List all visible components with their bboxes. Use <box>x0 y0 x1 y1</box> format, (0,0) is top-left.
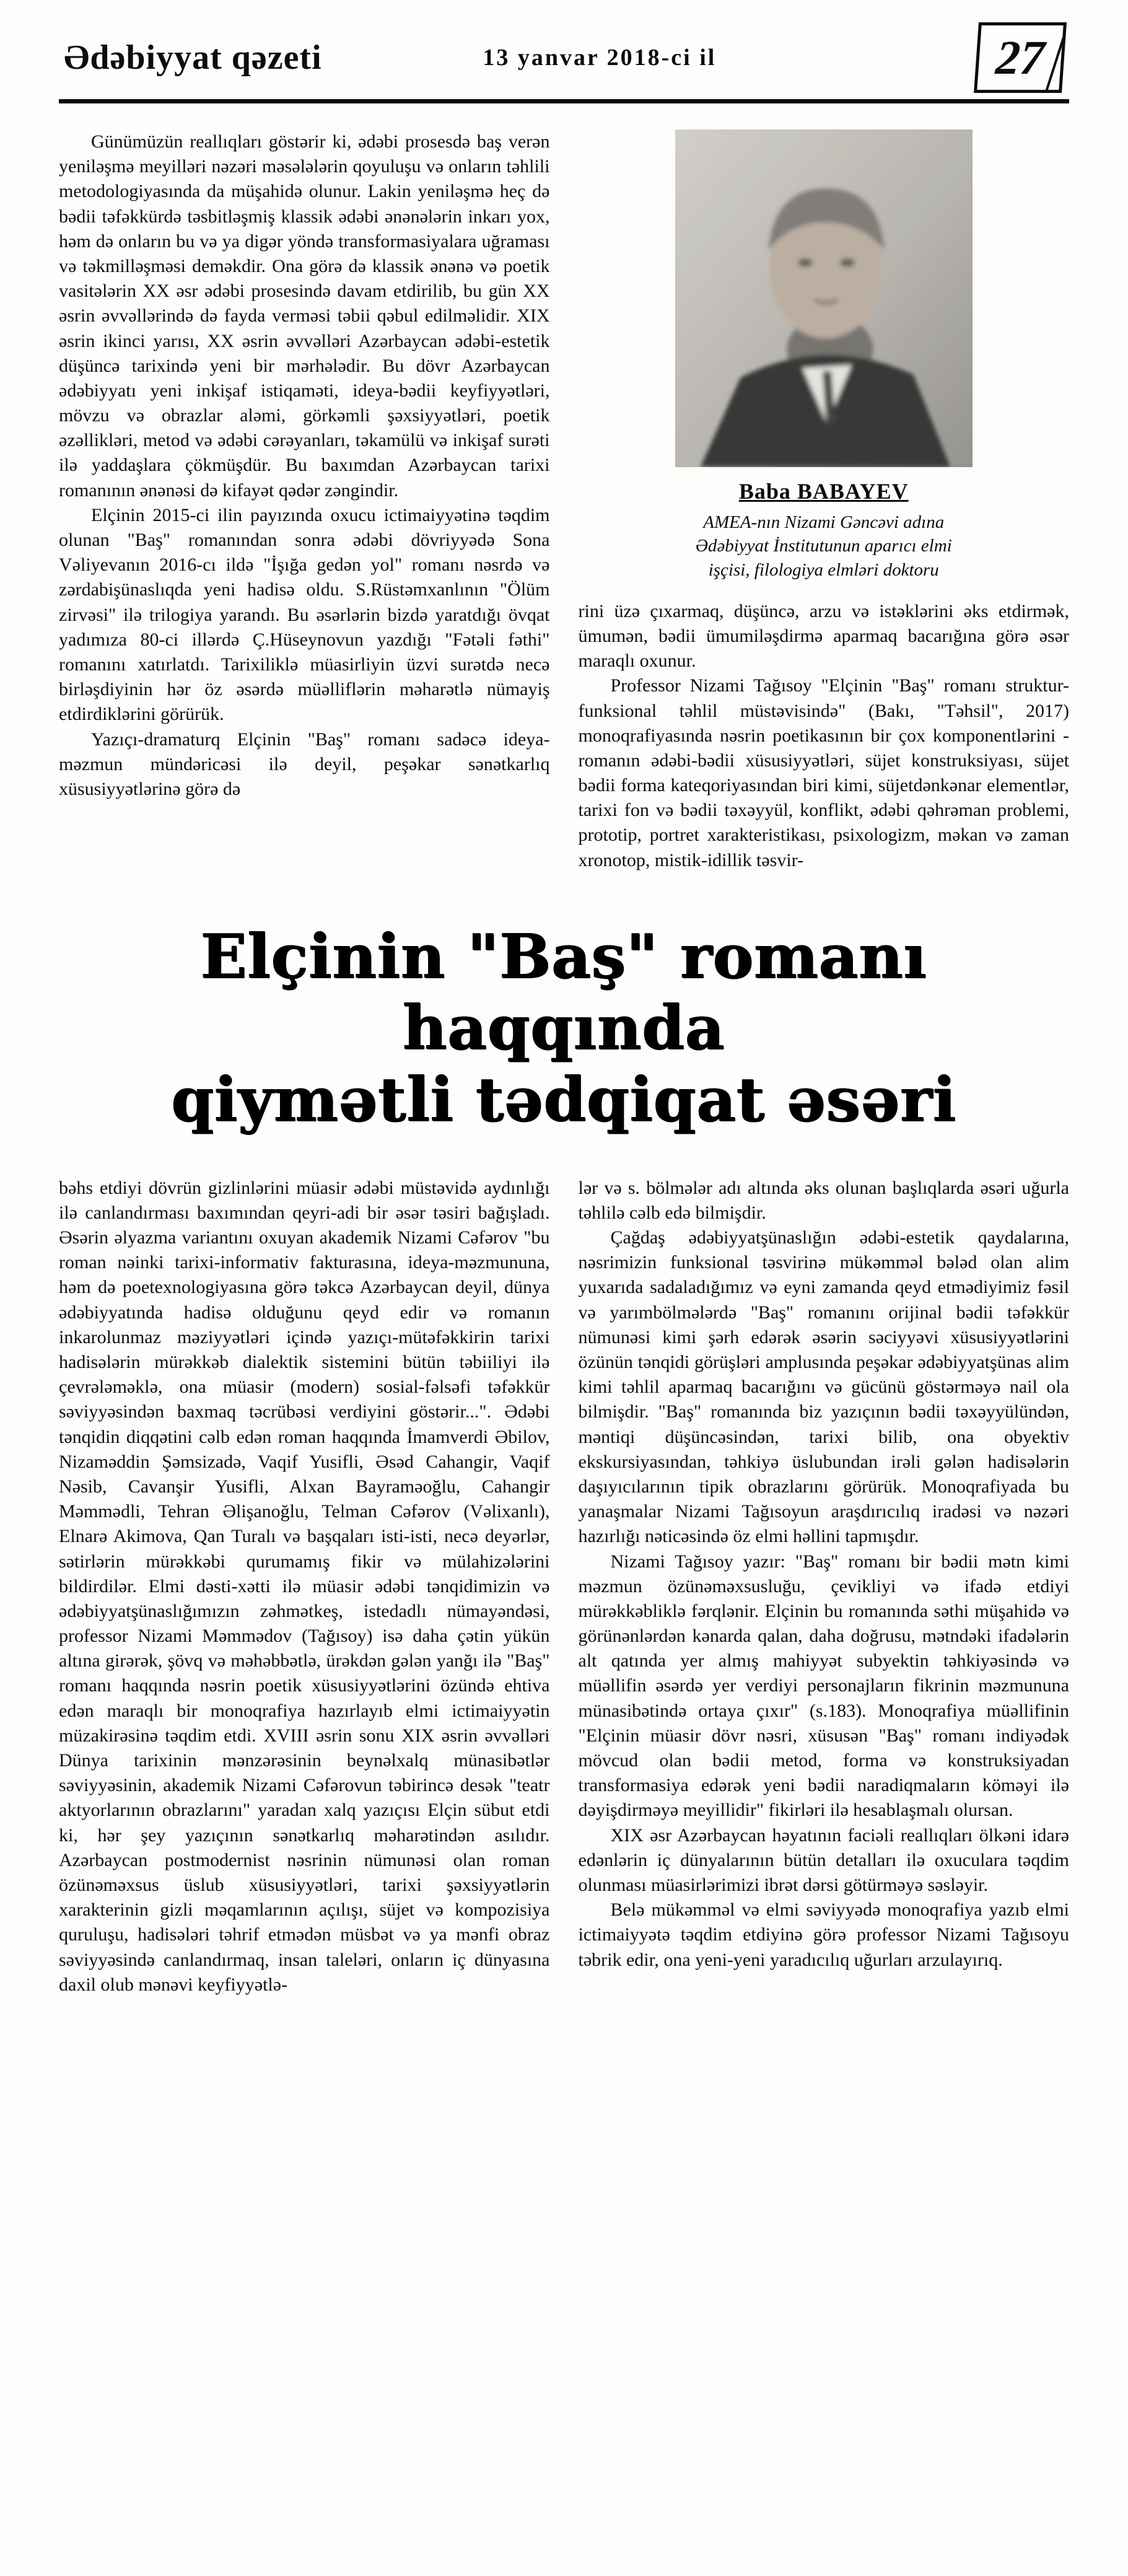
top-right-column <box>579 129 1070 873</box>
top-right-text <box>579 599 1070 873</box>
paragraph: Çağdaş ədəbiyyatşünaslığın ədəbi-estetik qaydalarına, nəsrimizin funksional təsvirinə mükəmməl bələd olan alim yuxarıda sadaladığımız və eyni zamanda qeyd etmədiyimiz fəsil və yarımbölmələrdə "Baş" romanını orijinal bədii təfəkkür nümunəsi kimi şərh edərək əsərin səciyyəvi xüsusiyyətlərini özünün tənqidi görüşləri amplusında peşəkar ədəbiyyatşünas alim kimi təhlil aparmaq bacarığını və gücünü göstərməyə nail ola bilmişdir. "Baş" romanında biz yazıçının bədii təxəyyülündən, məntiqi düşüncəsindən, tarixi bilib, ona obyektiv ekskursiyasından, təhkiyə üslubundan irəli gələn hadisələrin daşıyıcılarının tipik obrazlarını görürük. Monoqrafiyada bu yanaşmalar Nizami Tağısoyun araşdırıcılıq iradəsi və nəzəri hazırlığı nəticəsində öz elmi həllini tapmışdır. <box>578 1227 1069 1547</box>
paragraph: Günümüzün reallıqları göstərir ki, ədəbi prosesdə baş verən yeniləşmə meyilləri nəzəri məsələlərin qoyuluşu və onların təhlili metodologiyasında da müşahidə olunur. Lakin yeniləşmə heç də bədii təfəkkürdə təsbitləşmiş klassik ədəbi ənənələrin inkarı yox, həm də onların bu və ya digər yöndə transformasiyalara uğraması və təkmilləşməsi deməkdir. Ona görə də klassik ənənə və poetik vasitələrin XX əsr ədəbi prosesində davam etdirilib, bu gün XX əsrin əvvəllərində də fayda verməsi təbii qəbul edilməlidir. XIX əsrin ikinci yarısı, XX əsrin əvvəlləri Azərbaycan ədəbi-estetik düşüncə tarixində yeni bir mərhələdir. Bu dövr Azərbaycan ədəbiyyatı yeni inkişaf istiqaməti, ideya-bədii keyfiyyətləri, mövzu və obrazlar aləmi, görkəmli şəxsiyyətləri, poetik əzəllikləri, metod və ədəbi cərəyanları, təkamülü və inkişaf surəti ilə yaddaşlara çökmüşdür. Bu baxımdan Azərbaycan tarixi romanının ənənəsi də kifayət qədər zəngindir. <box>59 131 550 501</box>
paragraph: Professor Nizami Tağısoy "Elçinin "Baş" romanı struktur-funksional təhlil müstəvisində" (Bakı, "Təhsil", 2017) monoqrafiyasında nəsrin poetikasının bir çox komponentlərini - romanın ədəbi-bədii xüsusiyyətləri, süjet konstruksiyası, süjet bədii forma kateqoriyasından biri kimi, süjetdənkənar elementlər, tarixi fon və bədii təxəyyül, konflikt, ədəbi qəhrəman problemi, prototip, portret xarakteristikası, psixologizm, məkan və zaman xronotop, mistik-idillik təsvir- <box>578 675 1069 870</box>
page-header <box>59 22 1069 93</box>
masthead-title: Ədəbiyyat qəzeti <box>64 38 322 77</box>
photo-person-title: AMEA-nın Nizami Gəncəvi adına Ədəbiyyat İnstitutunun aparıcı elmi işçisi, filologiya elmləri doktoru <box>695 512 952 580</box>
portrait-photo-graphic <box>675 129 973 467</box>
photo-person-name: Baba BABAYEV <box>738 479 909 504</box>
portrait-photo <box>675 129 973 467</box>
top-left-column <box>59 129 550 873</box>
paragraph: rini üzə çıxarmaq, düşüncə, arzu və istəklərini əks etdirmək, ümumən, bədii ümumiləşdirmə aparmaq bacarığına görə əsər maraqlı oxunur. <box>578 600 1069 672</box>
paragraph: Elçinin 2015-ci ilin payızında oxucu ictimaiyyətinə təqdim olunan "Baş" romanından sonra ədəbi dövriyyədə Sona Vəliyevanın 2016-cı ildə "İşığa gedən yol" romanı nəsrdə və zərdabişünaslıqda yeni hadisə oldu. S.Rüstəmxanlının "Ölüm zirvəsi" ilə trilogiya yarandı. Bu əsərlərin bizdə yaratdığı övqat yadımıza 80-ci illərdə Ç.Hüseynovun yazdığı "Fətəli fəthi" romanını xatırlatdı. Tarixiliklə müasirliyin üzvi surətdə necə birləşdiyinin hər öz əsərdə müəlliflərin məharətlə nümayiş etdirdiklərini görürük. <box>59 504 550 725</box>
paragraph: bəhs etdiyi dövrün gizlinlərini müasir ədəbi müstəvidə aydınlığı ilə canlandırması baxımından qeyri-adi bir əsər təsiri bağışladı. Əsərin əlyazma variantını oxuyan akademik Nizami Cəfərov "bu roman nəinki tarixi-informativ fakturasına, ideya-məzmununa, həm də poetexnologiyasına görə təkcə Azərbaycan deyil, dünya ədəbiyyatında hadisə olduğunu qeyd edir və romanın inkarolunmaz məziyyətləri içində yazıçı-mütəfəkkirin tarixi hadisələrin mürəkkəb dialektik sistemini bütün təbiiliyi ilə çevrələməklə, ona müasir (modern) sosial-fəlsəfi təfəkkür səviyyəsindən baxmaq təcrübəsi verdiyini göstərir...". Ədəbi tənqidin diqqətini cəlb edən roman haqqında İmamverdi Əbilov, Nizaməddin Şəmsizadə, Vaqif Yusifli, Əsəd Cahangir, Vaqif Nəsib, Cavanşir Yusifli, Alxan Bayraməoğlu, Cahangir Məmmədli, Tehran Əlişanoğlu, Telman Cəfərov (Vəlixanlı), Elnarə Akimova, Qan Turalı və başqaları isti-isti, necə deyərlər, sətirlərin mürəkkəbi qurumamış fikir və mülahizələrini bildirdilər. Elmi dəsti-xətti ilə müasir ədəbi tənqidimizin və ədəbiyyatşünaslığımızın zəhmətkeş, istedadlı nümayəndəsi, professor Nizami Məmmədov (Tağısoy) isə daha çətin yükün altına girərək, şövq və məhəbbətlə, ürəkdən gələn yanğı ilə "Baş" romanı haqqında nəsrin poetik xüsusiyyətlərini özündə ehtiva edən maraqlı bir monoqrafiya hazırlayıb elmi ictimaiyyətin müzakirəsinə təqdim etdi. XVIII əsrin sonu XIX əsrin əvvəlləri Dünya tarixinin mənzərəsinin beynəlxalq münasibətlər səviyyəsinin, akademik Nizami Cəfərovun təbirincə desək "teatr aktyorlarının obrazlarını" yaradan xalq yazıçısı Elçin sübut etdi ki, hər şey yazıçının sənətkarlıq məharətindən asılıdır. Azərbaycan postmodernist nəsrinin nümunəsi olan roman özünəməxsus üslub xüsusiyyətləri, tarixi şəxsiyyətlərin xarakterinin gizli məqamlarının açılışı, süjet və kompozisiya quruluşu, hadisələri təhrif etmədən müsbət və ya mənfi obraz səviyyəsində canlandırmaq, insan taleləri, onların iç dünyasına daxil olub mənəvi keyfiyyətlə- <box>59 1177 550 1995</box>
author-photo-figure <box>675 129 973 582</box>
article-headline <box>59 921 1069 1136</box>
photo-caption-block <box>675 478 973 582</box>
paragraph: XIX əsr Azərbaycan həyatının faciəli reallıqları ölkəni idarə edənlərin iç dünyalarının bütün detalları ilə oxuculara təqdim olunması müasirlərimizi ibrət dərsi götürməyə səsləyir. <box>578 1825 1069 1895</box>
issue-date: 13 yanvar 2018-ci il <box>483 45 717 71</box>
headline-line-1: Elçinin "Baş" romanı haqqında <box>200 921 928 1064</box>
bottom-right-column <box>579 1176 1070 1997</box>
page-number: 27 <box>994 30 1047 84</box>
headline-line-2: qiymətli tədqiqat əsəri <box>171 1064 957 1136</box>
bottom-left-column <box>59 1176 550 1997</box>
paragraph: lər və s. bölmələr adı altında əks olunan başlıqlarda əsəri uğurla təhlilə cəlb edə bilmişdir. <box>578 1177 1069 1223</box>
paragraph: Belə mükəmməl və elmi səviyyədə monoqrafiya yazıb elmi ictimaiyyətə təqdim etdiyinə görə professor Nizami Tağısoyu təbrik edir, ona yeni-yeni yaradıcılıq uğurları arzulayırıq. <box>578 1899 1069 1970</box>
top-section <box>59 129 1069 873</box>
page-number-box <box>974 22 1067 93</box>
header-divider <box>59 99 1069 103</box>
bottom-section <box>59 1176 1069 1997</box>
paragraph: Yazıçı-dramaturq Elçinin "Baş" romanı sadəcə ideya-məzmun mündəricəsi ilə deyil, peşəkar sənətkarlıq xüsusiyyətlərinə görə də <box>59 729 550 799</box>
paragraph: Nizami Tağısoy yazır: "Baş" romanı bir bədii mətn kimi məzmun özünəməxsusluğu, çevikliyi və ifadə etdiyi mürəkkəbliklə fərqlənir. Elçinin bu romanında səthi müşahidə və görünənlərdən kənarda qalan, daha doğrusu, mətndəki ifadələrin alt qatında yer almış mahiyyət subyektin təhkiyəsində və müəllifin əsərdə yer verdiyi personajların fikrinin məzmununa münasibətində ortaya çıxır" (s.183). Monoqrafiya müəllifinin "Elçinin müasir dövr nəsri, xüsusən "Baş" romanı indiyədək mövcud olan bədii metod, forma və konstruksiyadan transformasiya edərək yeni bədii naradiqmaların köməyi ilə dəyişdirməyə meyillidir" fikirləri ilə hesablaşmalı olursan. <box>578 1551 1069 1821</box>
